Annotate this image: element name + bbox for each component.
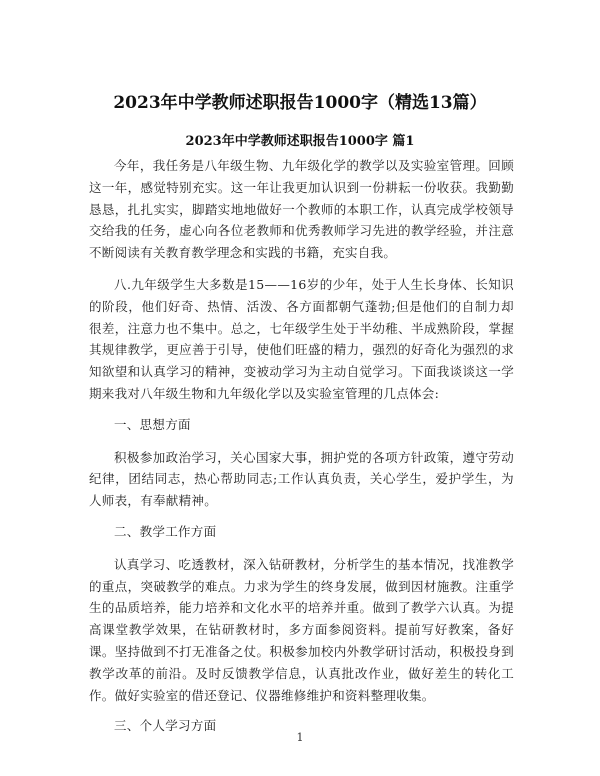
paragraph-intro: 今年，我任务是八年级生物、九年级化学的教学以及实验室管理。回顾这一年，感觉特别充实。这一年让我更加认识到一份耕耘一份收获。我勤勤恳恳，扎扎实实，脚踏实地地做好一个教师的本职工作，认真完成学校领导交给我的任务，虚心向各位老教师和优秀教师学习先进的教学经验，并注意不断阅读有关教育教学理念和实践的书籍，充实自我。 [89, 158, 514, 261]
heading-ideology: 一、思想方面 [114, 416, 191, 432]
paragraph-teaching: 认真学习、吃透教材，深入钻研教材，分析学生的基本情况，找准教学的重点，突破教学的难点。力求为学生的终身发展，做到因材施教。注重学生的品质培养，能力培养和文化水平的培养并重。做到了教学六认真。为提高课堂教学效果，在钻研教材时，多方面参阅资料。提前写好教案，备好课。坚持做到不打无准备之仗。积极参加校内外教学研讨活动，积极投身到教学改革的前沿。及时反馈教学信息，认真批改作业，做好差生的转化工作。做好实验室的借还登记、仪器维修维护和资料整理收集。 [89, 556, 514, 703]
section-title: 2023年中学教师述职报告1000字 篇1 [185, 134, 415, 149]
document-title: 2023年中学教师述职报告1000字（精选13篇） [113, 93, 487, 113]
page-number: 1 [296, 731, 304, 744]
heading-personal-study: 三、个人学习方面 [114, 718, 217, 734]
heading-teaching: 二、教学工作方面 [114, 523, 217, 539]
paragraph-ideology: 积极参加政治学习，关心国家大事，拥护党的各项方针政策，遵守劳动纪律，团结同志，热心帮助同志;工作认真负责，关心学生，爱护学生，为人师表，有奉献精神。 [89, 449, 514, 509]
document-body [89, 155, 514, 748]
paragraph-students: 八.九年级学生大多数是15——16岁的少年，处于人生长身体、长知识的阶段，他们好奇、热情、活泼、各方面都朝气蓬勃;但是他们的自制力却很差，注意力也不集中。总之，七年级学生处于半幼稚、半成熟阶段，掌握其规律教学，更应善于引导，使他们旺盛的精力，强烈的好奇化为强烈的求知欲望和认真学习的精神，变被动学习为主动自觉学习。下面我谈谈这一学期来我对八年级生物和九年级化学以及实验室管理的几点体会: [89, 276, 514, 401]
